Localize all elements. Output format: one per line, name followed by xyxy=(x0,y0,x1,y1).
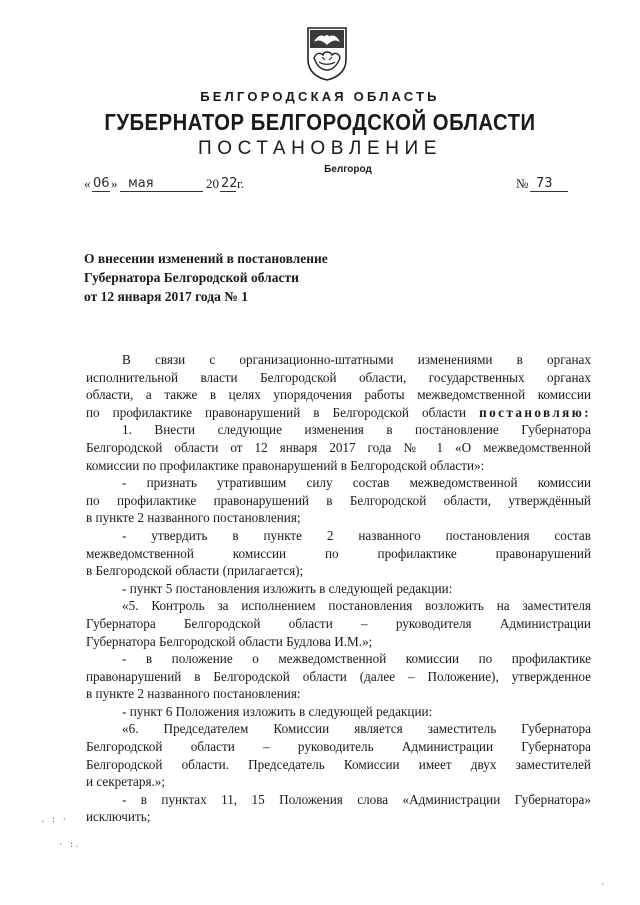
year-underline xyxy=(220,191,236,192)
scan-speckle: . : · xyxy=(40,815,68,825)
document-body xyxy=(86,351,591,826)
scan-speckle: · :. xyxy=(58,840,80,850)
paragraph-regulation: - в положение о межведомственной комиссии по профилактике правонарушений в Белгородской области (далее – Положение), утвержденное в пункте 2 названного постановления: xyxy=(86,651,591,702)
subject-line: О внесении изменений в постановление xyxy=(84,251,328,266)
subject-line: Губернатора Белгородской области xyxy=(84,270,299,285)
date-day: 06 xyxy=(93,176,110,191)
date-year-unit: г. xyxy=(237,176,245,191)
date-close-quote: » xyxy=(111,176,118,191)
paragraph-item-1: 1. Внести следующие изменения в постановление Губернатора Белгородской области от 12 января 2017 года № 1 «О межведомственной комиссии по профилактике правонарушений в Белгородской области»: xyxy=(86,422,591,473)
paragraph-preamble: В связи с организационно-штатными изменениями в органах исполнительной власти Белгородской области, государственных органах области, а также в целях упорядочения работы межведомственной комиссии по профилактике правонарушений в Белгородской области постановляю: xyxy=(86,352,591,420)
paragraph-point-5-text: «5. Контроль за исполнением постановления возложить на заместителя Губернатора Белгородской области – руководителя Администрации Губернатора Белгородской области Будлова И.М.»; xyxy=(86,598,591,649)
governor-title: ГУБЕРНАТОР БЕЛГОРОДСКОЙ ОБЛАСТИ xyxy=(104,109,536,135)
decree-word: постановляю: xyxy=(479,404,591,420)
scan-speckle: · xyxy=(600,880,606,890)
decree-title: ПОСТАНОВЛЕНИЕ xyxy=(197,138,443,159)
paragraph-point-5: - пункт 5 постановления изложить в следующей редакции: xyxy=(122,580,453,596)
date-year-prefix: 20 xyxy=(206,176,219,191)
coat-of-arms-icon xyxy=(306,26,348,81)
month-underline xyxy=(120,191,203,192)
number-underline xyxy=(530,191,568,192)
date-month: мая xyxy=(128,176,154,191)
date-year-suffix: 22 xyxy=(221,176,238,191)
subject-line: от 12 января 2017 года № 1 xyxy=(84,289,248,304)
paragraph-point-6-text: «6. Председателем Комиссии является заместитель Губернатора Белгородской области – руководитель Администрации Губернатора Белгородской области. Председатель Комиссии имеет двух заместителей и секретаря.»; xyxy=(86,721,591,790)
date-line xyxy=(84,176,584,196)
city-name: Белгород xyxy=(324,164,372,175)
paragraph-approve: - утвердить в пункте 2 названного постановления состав межведомственной комиссии по профилактике правонарушений в Белгородской области (прилагается); xyxy=(86,527,591,579)
subject-block xyxy=(84,249,328,306)
paragraph-point-6: - пункт 6 Положения изложить в следующей редакции: xyxy=(122,703,433,719)
decree-number: 73 xyxy=(536,176,553,191)
number-label: № xyxy=(516,176,529,191)
date-open-quote: « xyxy=(84,176,91,191)
paragraph-repeal: - признать утратившим силу состав межведомственной комиссии по профилактике правонарушений в Белгородской области, утверждённый в пункте 2 названного постановления; xyxy=(86,475,591,526)
day-underline xyxy=(92,191,110,192)
region-name: БЕЛГОРОДСКАЯ ОБЛАСТЬ xyxy=(200,89,440,104)
paragraph-points-11-15: - в пунктах 11, 15 Положения слова «Администрации Губернатора» исключить; xyxy=(86,791,591,825)
